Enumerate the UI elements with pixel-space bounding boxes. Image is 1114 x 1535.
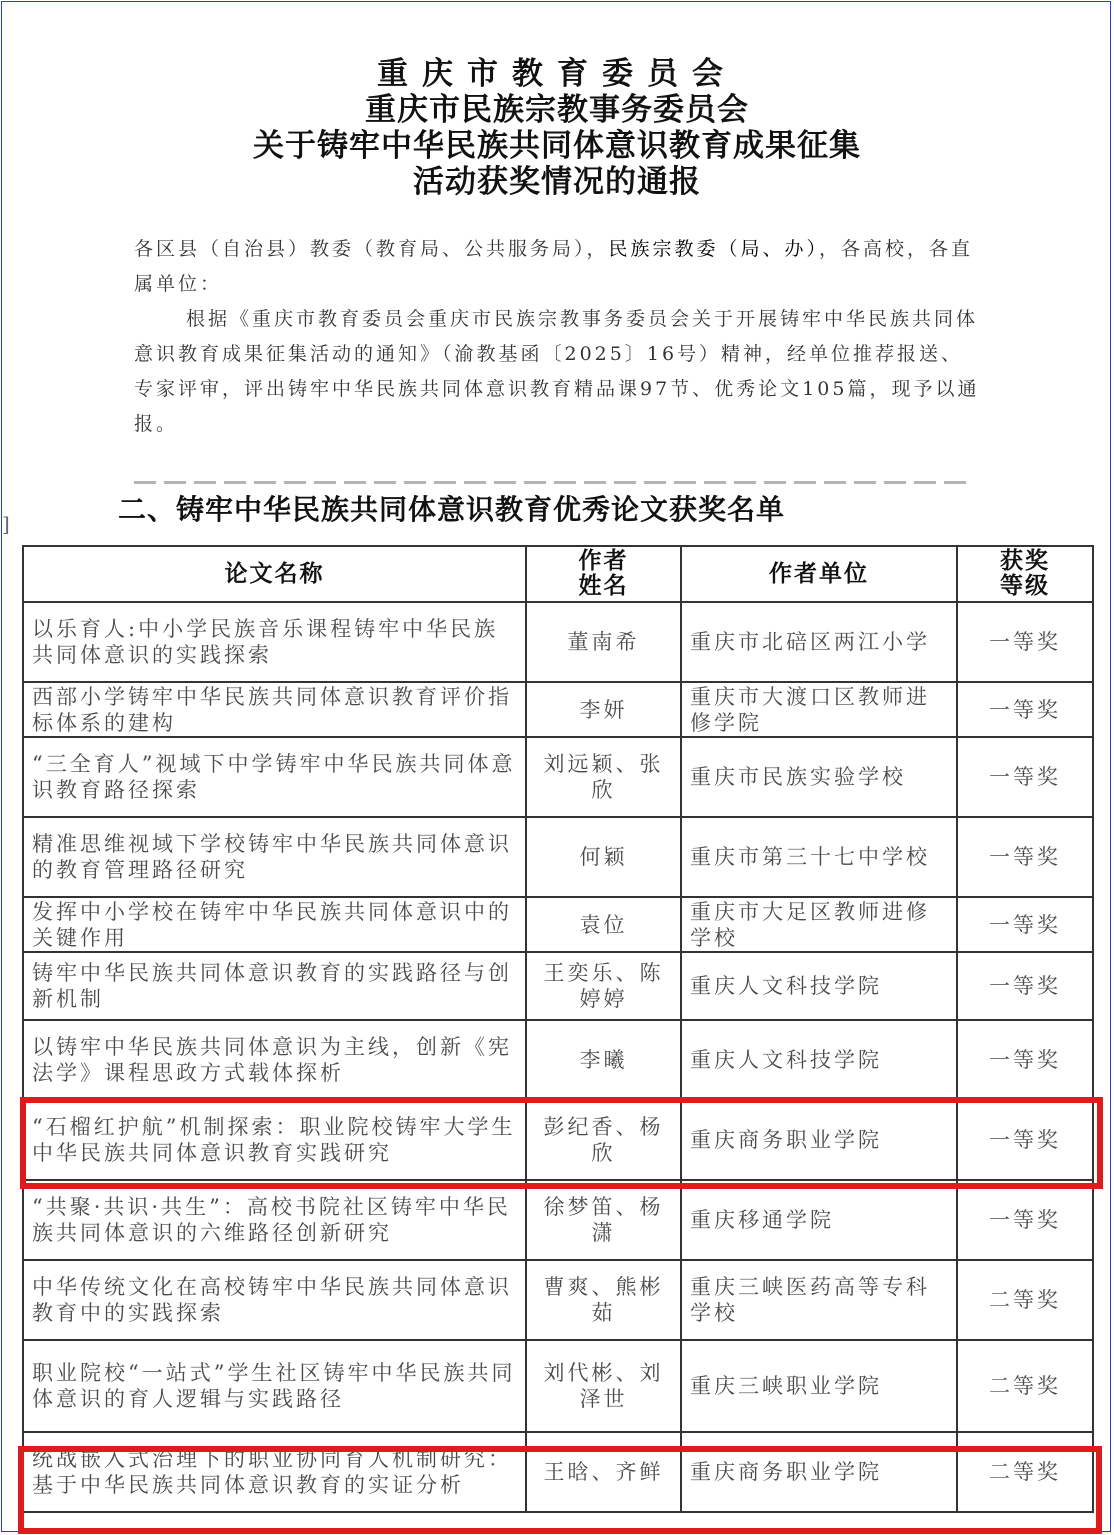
table-row — [23, 952, 1093, 1020]
title-line-3: 关于铸牢中华民族共同体意识教育成果征集 — [253, 128, 861, 164]
document-title — [0, 56, 1114, 200]
author-cell: 刘远颖、张欣 — [526, 737, 681, 817]
paper-title-cell: 中华传统文化在高校铸牢中华民族共同体意识教育中的实践探索 — [23, 1260, 526, 1340]
author-cell: 袁位 — [526, 897, 681, 952]
paper-title-cell: 精准思维视域下学校铸牢中华民族共同体意识的教育管理路径研究 — [23, 817, 526, 897]
table-row — [23, 737, 1093, 817]
body-paragraph: 根据《重庆市教育委员会重庆市民族宗教事务委员会关于开展铸牢中华民族共同体意识教育成果征集活动的通知》（渝教基函〔2025〕16号）精神，经单位推荐报送、专家评审，评出铸牢中华民族共同体意识教育精品课97节、优秀论文105篇，现予以通报。 — [134, 308, 980, 435]
unit-cell: 重庆三峡医药高等专科学校 — [681, 1260, 957, 1340]
table-row — [23, 602, 1093, 682]
author-cell: 徐梦笛、杨潇 — [526, 1180, 681, 1260]
award-level-cell: 一等奖 — [957, 817, 1093, 897]
award-level-cell: 一等奖 — [957, 1020, 1093, 1100]
author-cell: 王晗、齐鲜 — [526, 1432, 681, 1512]
table-row — [23, 1340, 1093, 1432]
table-row — [23, 1180, 1093, 1260]
author-cell: 曹爽、熊彬茹 — [526, 1260, 681, 1340]
salutation-part-2: 民族宗教委（局、办） — [608, 238, 820, 260]
award-level-cell: 一等奖 — [957, 602, 1093, 682]
award-level-cell: 一等奖 — [957, 1180, 1093, 1260]
award-level-cell: 一等奖 — [957, 682, 1093, 737]
title-line-4: 活动获奖情况的通报 — [413, 164, 701, 200]
paper-title-cell: “共聚·共识·共生”：高校书院社区铸牢中华民族共同体意识的六维路径创新研究 — [23, 1180, 526, 1260]
unit-cell: 重庆移通学院 — [681, 1180, 957, 1260]
unit-cell: 重庆商务职业学院 — [681, 1432, 957, 1512]
section-heading: 二、铸牢中华民族共同体意识教育优秀论文获奖名单 — [118, 493, 786, 526]
table-row — [23, 1020, 1093, 1100]
award-level-cell: 一等奖 — [957, 897, 1093, 952]
header-level: 获奖等级 — [957, 546, 1093, 602]
table-row — [23, 817, 1093, 897]
unit-cell: 重庆市大渡口区教师进修学院 — [681, 682, 957, 737]
unit-cell: 重庆人文科技学院 — [681, 952, 957, 1020]
paper-title-cell: 以铸牢中华民族共同体意识为主线，创新《宪法学》课程思政方式载体探析 — [23, 1020, 526, 1100]
table-row — [23, 897, 1093, 952]
author-cell: 刘代彬、刘泽世 — [526, 1340, 681, 1432]
unit-cell: 重庆市北碚区两江小学 — [681, 602, 957, 682]
unit-cell: 重庆市第三十七中学校 — [681, 817, 957, 897]
award-level-cell: 二等奖 — [957, 1432, 1093, 1512]
table-header-row — [23, 546, 1093, 602]
unit-cell: 重庆市民族实验学校 — [681, 737, 957, 817]
highlight-box-row-8 — [20, 1097, 1103, 1189]
highlight-box-row-12 — [18, 1446, 1102, 1534]
notice-body — [134, 232, 982, 442]
author-cell: 李妍 — [526, 682, 681, 737]
cropped-text-remnant — [134, 480, 974, 486]
author-cell: 董南希 — [526, 602, 681, 682]
paper-title-cell: “三全育人”视域下中学铸牢中华民族共同体意识教育路径探索 — [23, 737, 526, 817]
paper-title-cell: 职业院校“一站式”学生社区铸牢中华民族共同体意识的育人逻辑与实践路径 — [23, 1340, 526, 1432]
header-author: 作者姓名 — [526, 546, 681, 602]
unit-cell: 重庆市大足区教师进修学校 — [681, 897, 957, 952]
paper-title-cell: 西部小学铸牢中华民族共同体意识教育评价指标体系的建构 — [23, 682, 526, 737]
unit-cell: 重庆人文科技学院 — [681, 1020, 957, 1100]
table-row — [23, 1260, 1093, 1340]
title-line-1: 重庆市教育委员会 — [377, 56, 737, 92]
table-row — [23, 682, 1093, 737]
paper-title-cell: 发挥中小学校在铸牢中华民族共同体意识中的关键作用 — [23, 897, 526, 952]
award-level-cell: 一等奖 — [957, 737, 1093, 817]
header-unit: 作者单位 — [681, 546, 957, 602]
paper-title-cell: 统战嵌入式治理下的职业协同育人机制研究：基于中华民族共同体意识教育的实证分析 — [23, 1432, 526, 1512]
paper-title-cell: “石榴红护航”机制探索：职业院校铸牢大学生中华民族共同体意识教育实践研究 — [23, 1100, 526, 1180]
paper-title-cell: 以乐育人:中小学民族音乐课程铸牢中华民族共同体意识的实践探索 — [23, 602, 526, 682]
unit-cell: 重庆三峡职业学院 — [681, 1340, 957, 1432]
salutation-part-3: ，各高校，各直属单位： — [134, 238, 974, 295]
award-level-cell: 一等奖 — [957, 952, 1093, 1020]
salutation — [134, 232, 982, 302]
award-level-cell: 二等奖 — [957, 1340, 1093, 1432]
award-level-cell: 一等奖 — [957, 1100, 1093, 1180]
salutation-part-1: 各区县（自治县）教委（教育局、公共服务局）， — [134, 238, 609, 260]
award-table — [22, 545, 1094, 1513]
author-cell: 王奕乐、陈婷婷 — [526, 952, 681, 1020]
author-cell: 彭纪香、杨欣 — [526, 1100, 681, 1180]
bracket-mark: ] — [2, 512, 10, 536]
award-level-cell: 二等奖 — [957, 1260, 1093, 1340]
author-cell: 李曦 — [526, 1020, 681, 1100]
unit-cell: 重庆商务职业学院 — [681, 1100, 957, 1180]
header-title: 论文名称 — [23, 546, 526, 602]
paper-title-cell: 铸牢中华民族共同体意识教育的实践路径与创新机制 — [23, 952, 526, 1020]
author-cell: 何颖 — [526, 817, 681, 897]
title-line-2: 重庆市民族宗教事务委员会 — [365, 92, 749, 128]
